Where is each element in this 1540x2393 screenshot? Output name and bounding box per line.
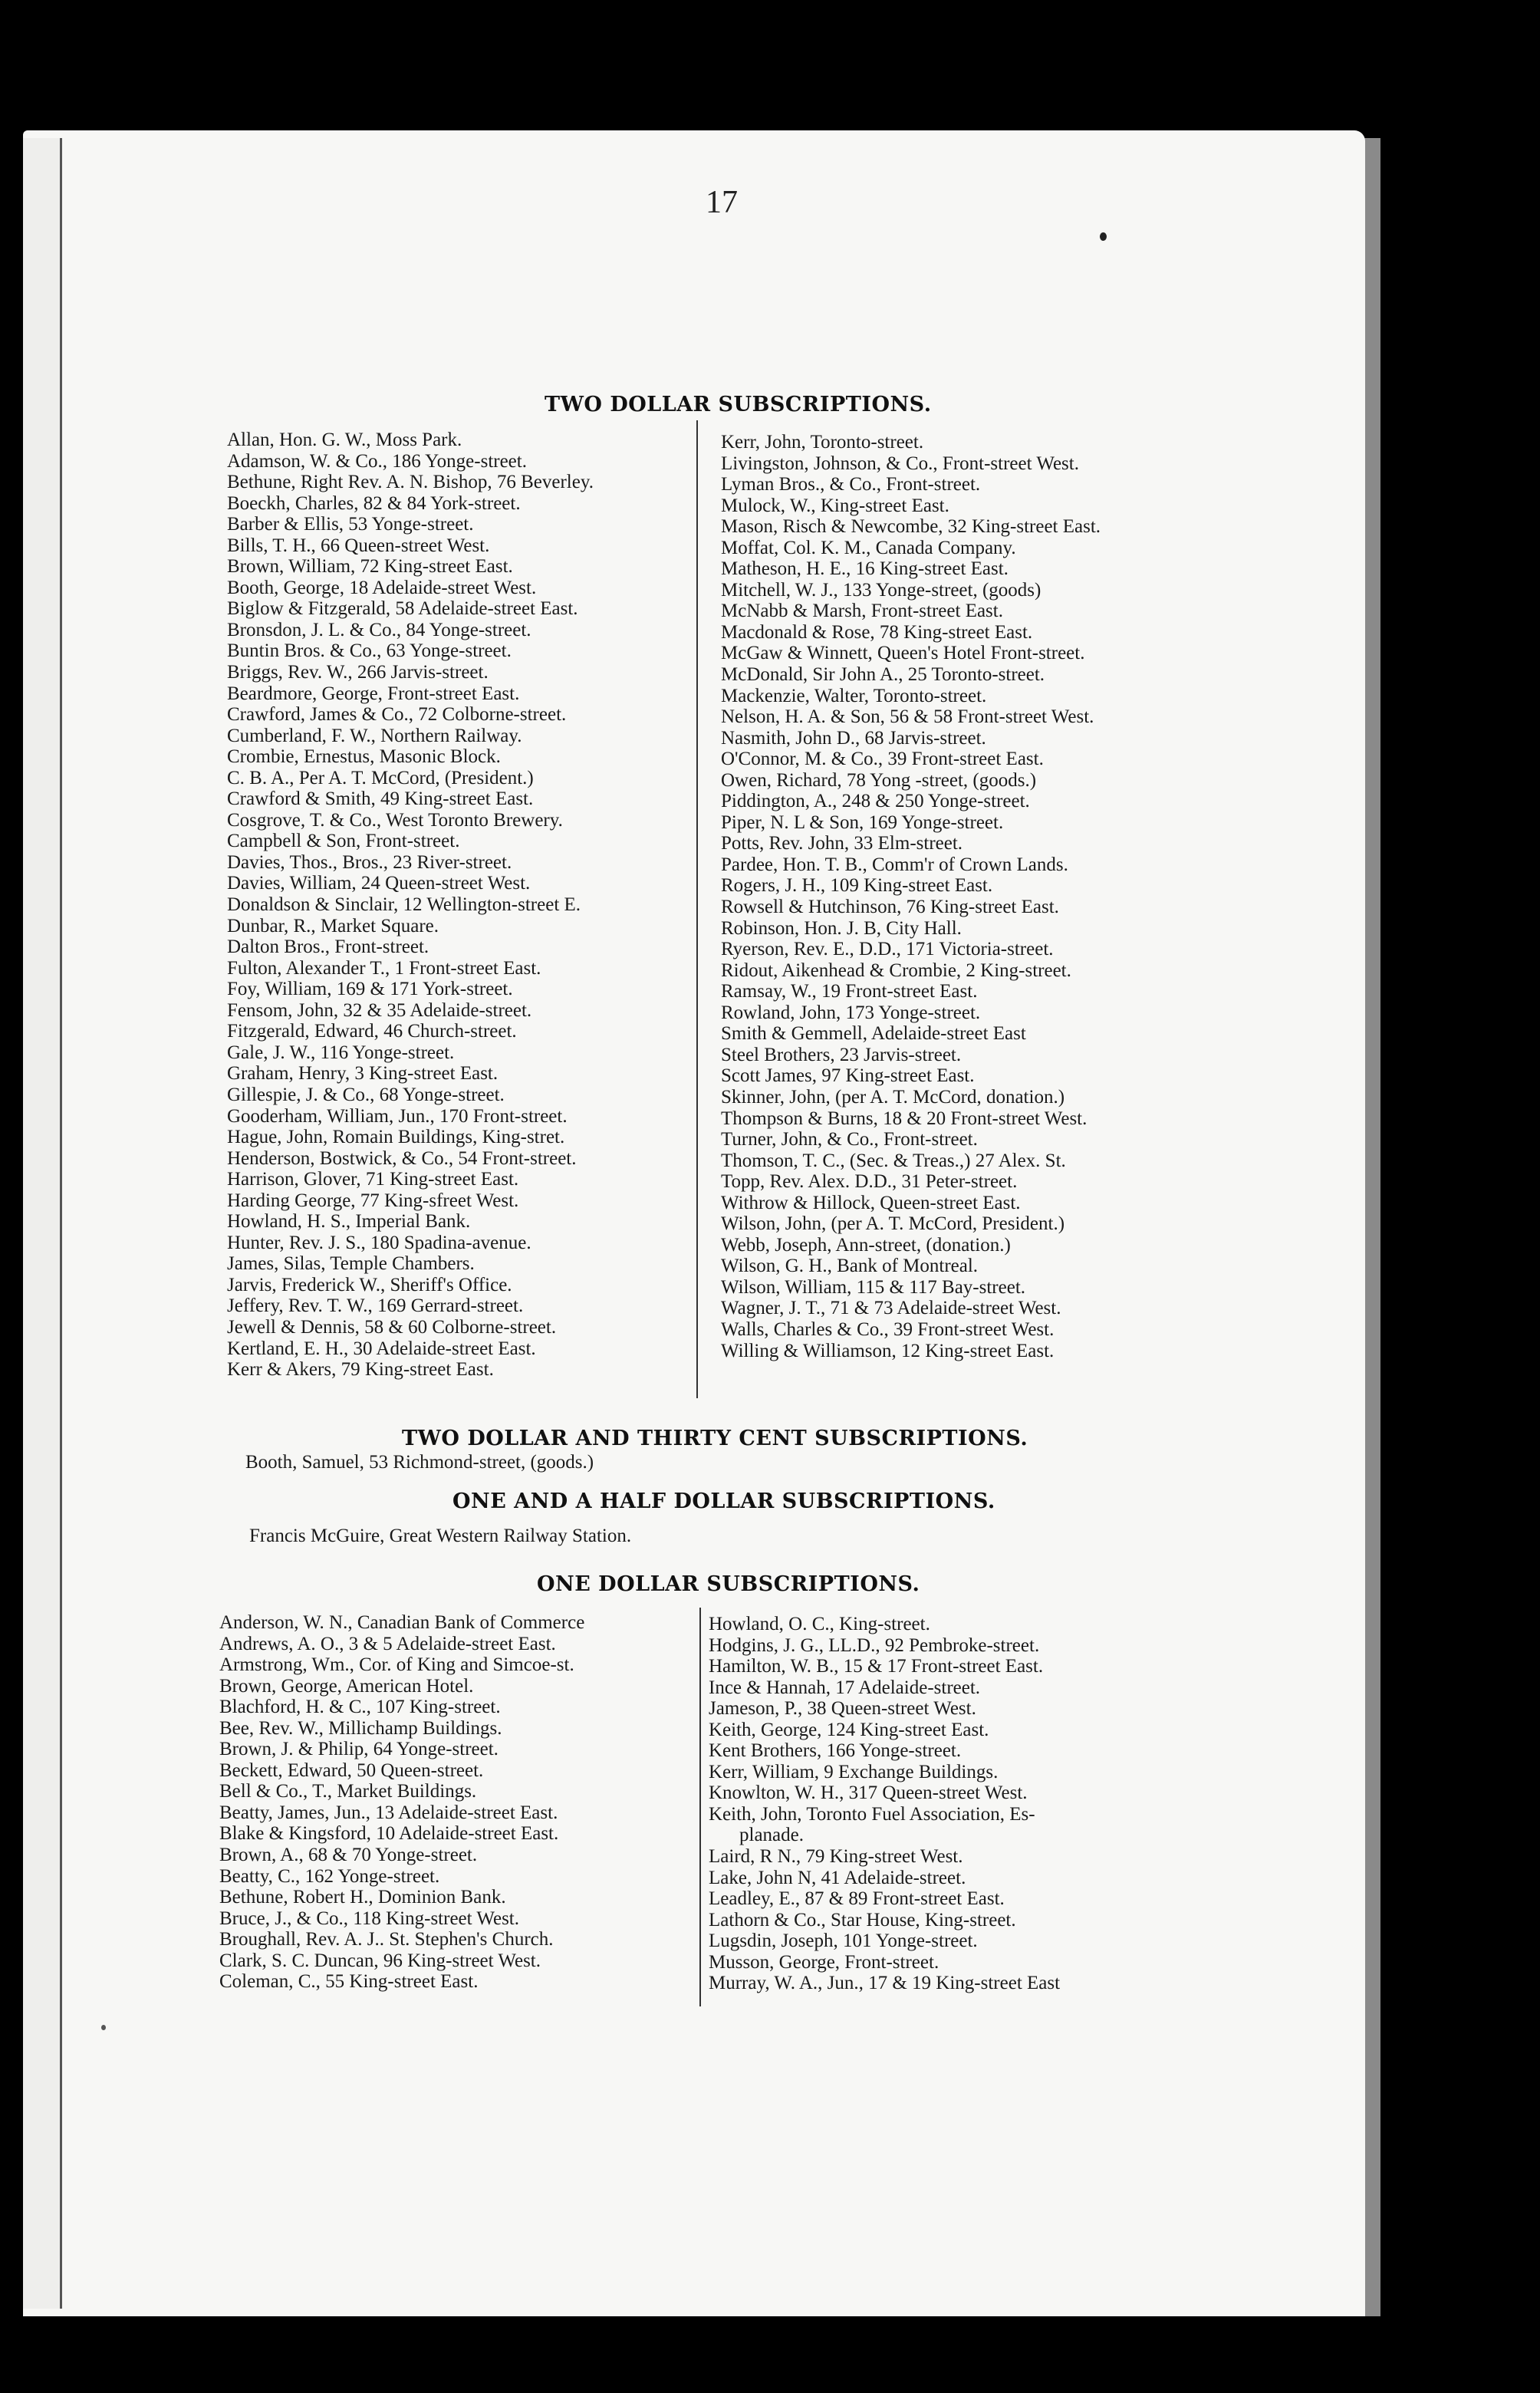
subscriber-entry: Briggs, Rev. W., 266 Jarvis-street.	[227, 662, 489, 683]
subscriber-entry: Bruce, J., & Co., 118 King-street West.	[219, 1907, 519, 1929]
subscription-entry: Francis McGuire, Great Western Railway Station.	[249, 1526, 632, 1546]
subscriber-entry: planade.	[739, 1825, 804, 1846]
subscriber-entry: Graham, Henry, 3 King-street East.	[227, 1063, 499, 1085]
subscriber-entry: Dalton Bros., Front-street.	[227, 936, 429, 958]
subscriber-entry: Withrow & Hillock, Queen-street East.	[721, 1192, 1021, 1213]
subscriber-entry: Crawford, James & Co., 72 Colborne-street.	[227, 704, 567, 726]
subscriber-entry: Campbell & Son, Front-street.	[227, 831, 460, 852]
section-heading-two-dollar: TWO DOLLAR SUBSCRIPTIONS.	[545, 393, 932, 416]
subscriber-entry: Thompson & Burns, 18 & 20 Front-street West.	[721, 1108, 1088, 1129]
subscriber-entry: Lake, John N, 41 Adelaide-street.	[709, 1867, 966, 1888]
subscriber-entry: Davies, William, 24 Queen-street West.	[227, 873, 531, 894]
subscriber-entry: McGaw & Winnett, Queen's Hotel Front-street.	[721, 643, 1085, 664]
subscriber-entry: Bell & Co., T., Market Buildings.	[219, 1781, 477, 1802]
subscriber-entry: Ramsay, W., 19 Front-street East.	[721, 981, 978, 1002]
subscriber-entry: Davies, Thos., Bros., 23 River-street.	[227, 851, 512, 873]
subscriber-entry: Buntin Bros. & Co., 63 Yonge-street.	[227, 640, 512, 662]
subscriber-entry: Barber & Ellis, 53 Yonge-street.	[227, 514, 474, 535]
subscriber-entry: Fensom, John, 32 & 35 Adelaide-street.	[227, 999, 532, 1021]
subscriber-entry: Brown, J. & Philip, 64 Yonge-street.	[219, 1739, 499, 1760]
column-divider	[699, 1608, 701, 2006]
column-divider	[696, 420, 698, 1398]
subscriber-entry: Lyman Bros., & Co., Front-street.	[721, 474, 981, 495]
subscriber-entry: Brown, A., 68 & 70 Yonge-street.	[219, 1845, 478, 1866]
subscriber-entry: Laird, R N., 79 King-street West.	[709, 1846, 963, 1868]
subscriber-entry: Gooderham, William, Jun., 170 Front-street.	[227, 1105, 568, 1127]
ink-speck	[1100, 232, 1107, 241]
subscriber-entry: Wilson, William, 115 & 117 Bay-street.	[721, 1276, 1026, 1298]
subscriber-entry: C. B. A., Per A. T. McCord, (President.)	[227, 767, 534, 788]
subscriber-entry: Henderson, Bostwick, & Co., 54 Front-street.	[227, 1147, 577, 1169]
subscriber-entry: Livingston, Johnson, & Co., Front-street West.	[721, 453, 1079, 474]
subscriber-entry: Hodgins, J. G., LL.D., 92 Pembroke-street.	[709, 1634, 1040, 1656]
subscriber-entry: Thomson, T. C., (Sec. & Treas.,) 27 Alex. St.	[721, 1150, 1066, 1171]
subscriber-entry: Ince & Hannah, 17 Adelaide-street.	[709, 1677, 981, 1698]
subscriber-entry: Brown, George, American Hotel.	[219, 1675, 474, 1697]
subscriber-entry: Dunbar, R., Market Square.	[227, 915, 439, 936]
subscriber-entry: Blake & Kingsford, 10 Adelaide-street East.	[219, 1823, 559, 1845]
subscriber-entry: Howland, O. C., King-street.	[709, 1614, 930, 1634]
subscriber-entry: Bethune, Robert H., Dominion Bank.	[219, 1887, 506, 1908]
one-dollar-left-column	[219, 1612, 584, 1993]
subscriber-entry: Hamilton, W. B., 15 & 17 Front-street East.	[709, 1656, 1044, 1677]
subscriber-entry: Moffat, Col. K. M., Canada Company.	[721, 537, 1016, 558]
ink-speck	[101, 2025, 106, 2030]
subscriber-entry: Clark, S. C. Duncan, 96 King-street West.	[219, 1950, 541, 1971]
subscriber-entry: Jeffery, Rev. T. W., 169 Gerrard-street.	[227, 1295, 524, 1317]
subscriber-entry: Knowlton, W. H., 317 Queen-street West.	[709, 1782, 1028, 1804]
section-heading-one-and-half: ONE AND A HALF DOLLAR SUBSCRIPTIONS.	[452, 1489, 995, 1513]
subscription-entry: Booth, Samuel, 53 Richmond-street, (goods.)	[245, 1452, 594, 1473]
subscriber-entry: Wagner, J. T., 71 & 73 Adelaide-street West.	[721, 1298, 1061, 1319]
subscriber-entry: Lathorn & Co., Star House, King-street.	[709, 1909, 1016, 1931]
subscriber-entry: Cumberland, F. W., Northern Railway.	[227, 725, 522, 746]
subscriber-entry: Kerr, John, Toronto-street.	[721, 432, 924, 453]
subscriber-entry: Gale, J. W., 116 Yonge-street.	[227, 1042, 455, 1063]
section-heading-two-dollar-thirty: TWO DOLLAR AND THIRTY CENT SUBSCRIPTIONS.	[402, 1427, 1028, 1450]
subscriber-entry: Donaldson & Sinclair, 12 Wellington-street E.	[227, 894, 581, 916]
subscriber-entry: Scott James, 97 King-street East.	[721, 1065, 975, 1087]
subscriber-entry: Mackenzie, Walter, Toronto-street.	[721, 685, 987, 706]
subscriber-entry: James, Silas, Temple Chambers.	[227, 1253, 475, 1275]
subscriber-entry: Walls, Charles & Co., 39 Front-street West.	[721, 1318, 1055, 1340]
subscriber-entry: Turner, John, & Co., Front-street.	[721, 1129, 978, 1150]
subscriber-entry: Ryerson, Rev. E., D.D., 171 Victoria-street.	[721, 939, 1054, 960]
subscriber-entry: Nelson, H. A. & Son, 56 & 58 Front-street West.	[721, 706, 1094, 728]
subscriber-entry: Beckett, Edward, 50 Queen-street.	[219, 1759, 484, 1781]
subscriber-entry: Anderson, W. N., Canadian Bank of Commerce	[219, 1612, 585, 1633]
subscriber-entry: Leadley, E., 87 & 89 Front-street East.	[709, 1888, 1005, 1910]
subscriber-entry: Topp, Rev. Alex. D.D., 31 Peter-street.	[721, 1171, 1018, 1193]
subscriber-entry: Howland, H. S., Imperial Bank.	[227, 1211, 471, 1233]
subscriber-entry: Willing & Williamson, 12 King-street East.	[721, 1340, 1055, 1361]
two-dollar-right-column	[721, 432, 1101, 1361]
subscriber-entry: Kent Brothers, 166 Yonge-street.	[709, 1740, 962, 1762]
subscriber-entry: Murray, W. A., Jun., 17 & 19 King-street East	[709, 1973, 1061, 1994]
subscriber-entry: Hunter, Rev. J. S., 180 Spadina-avenue.	[227, 1232, 531, 1253]
subscriber-entry: O'Connor, M. & Co., 39 Front-street East.	[721, 749, 1044, 770]
subscriber-entry: Owen, Richard, 78 Yong -street, (goods.)	[721, 769, 1037, 791]
subscriber-entry: Keith, George, 124 King-street East.	[709, 1719, 989, 1740]
subscriber-entry: Fulton, Alexander T., 1 Front-street East.	[227, 957, 541, 979]
subscriber-entry: Kerr & Akers, 79 King-street East.	[227, 1359, 494, 1381]
subscriber-entry: Harrison, Glover, 71 King-street East.	[227, 1169, 519, 1190]
subscriber-entry: Bronsdon, J. L. & Co., 84 Yonge-street.	[227, 619, 531, 640]
subscriber-entry: Bee, Rev. W., Millichamp Buildings.	[219, 1717, 502, 1739]
subscriber-entry: Piddington, A., 248 & 250 Yonge-street.	[721, 791, 1030, 812]
subscriber-entry: Keith, John, Toronto Fuel Association, Es-	[709, 1803, 1035, 1825]
subscriber-entry: Beardmore, George, Front-street East.	[227, 683, 520, 704]
subscriber-entry: Steel Brothers, 23 Jarvis-street.	[721, 1044, 962, 1065]
subscriber-entry: Jarvis, Frederick W., Sheriff's Office.	[227, 1274, 512, 1295]
subscriber-entry: Andrews, A. O., 3 & 5 Adelaide-street East.	[219, 1633, 556, 1654]
subscriber-entry: Musson, George, Front-street.	[709, 1951, 939, 1973]
subscriber-entry: Allan, Hon. G. W., Moss Park.	[227, 430, 462, 450]
one-dollar-right-column	[709, 1614, 1060, 1994]
subscriber-entry: Brown, William, 72 King-street East.	[227, 556, 513, 578]
subscriber-entry: Smith & Gemmell, Adelaide-street East	[721, 1023, 1026, 1045]
subscriber-entry: Foy, William, 169 & 171 York-street.	[227, 979, 513, 1000]
subscriber-entry: Mitchell, W. J., 133 Yonge-street, (goods)	[721, 579, 1041, 601]
subscriber-entry: Nasmith, John D., 68 Jarvis-street.	[721, 727, 986, 749]
subscriber-entry: Mulock, W., King-street East.	[721, 495, 949, 516]
subscriber-entry: Fitzgerald, Edward, 46 Church-street.	[227, 1021, 517, 1042]
two-dollar-left-column	[227, 430, 594, 1381]
subscriber-entry: Adamson, W. & Co., 186 Yonge-street.	[227, 450, 527, 472]
subscriber-entry: Jewell & Dennis, 58 & 60 Colborne-street.	[227, 1316, 557, 1338]
subscriber-entry: Piper, N. L & Son, 169 Yonge-street.	[721, 811, 1004, 833]
subscriber-entry: Kertland, E. H., 30 Adelaide-street East.	[227, 1338, 536, 1359]
subscriber-entry: Jameson, P., 38 Queen-street West.	[709, 1698, 976, 1720]
section-heading-one-dollar: ONE DOLLAR SUBSCRIPTIONS.	[537, 1572, 920, 1596]
subscriber-entry: Rogers, J. H., 109 King-street East.	[721, 875, 993, 897]
subscriber-entry: Robinson, Hon. J. B, City Hall.	[721, 917, 962, 939]
subscriber-entry: McNabb & Marsh, Front-street East.	[721, 601, 1003, 622]
subscriber-entry: Lugsdin, Joseph, 101 Yonge-street.	[709, 1931, 978, 1952]
subscriber-entry: Cosgrove, T. & Co., West Toronto Brewery.	[227, 809, 563, 831]
subscriber-entry: Webb, Joseph, Ann-street, (donation.)	[721, 1234, 1011, 1256]
subscriber-entry: Armstrong, Wm., Cor. of King and Simcoe-st.	[219, 1654, 574, 1676]
subscriber-entry: Crawford & Smith, 49 King-street East.	[227, 788, 534, 810]
subscriber-entry: Booth, George, 18 Adelaide-street West.	[227, 577, 537, 598]
subscriber-entry: Biglow & Fitzgerald, 58 Adelaide-street East.	[227, 598, 578, 620]
subscriber-entry: Hague, John, Romain Buildings, King-stret.	[227, 1127, 565, 1148]
subscriber-entry: Rowsell & Hutchinson, 76 King-street East.	[721, 897, 1059, 918]
subscriber-entry: Boeckh, Charles, 82 & 84 York-street.	[227, 492, 521, 514]
subscriber-entry: Kerr, William, 9 Exchange Buildings.	[709, 1761, 999, 1782]
subscriber-entry: Bills, T. H., 66 Queen-street West.	[227, 535, 490, 556]
subscriber-entry: Crombie, Ernestus, Masonic Block.	[227, 746, 501, 768]
page-number: 17	[706, 185, 738, 220]
subscriber-entry: Harding George, 77 King-sfreet West.	[227, 1190, 519, 1211]
subscriber-entry: Blachford, H. & C., 107 King-street.	[219, 1697, 501, 1718]
subscriber-entry: Broughall, Rev. A. J.. St. Stephen's Church.	[219, 1929, 554, 1950]
subscriber-entry: Gillespie, J. & Co., 68 Yonge-street.	[227, 1084, 505, 1105]
subscriber-entry: Skinner, John, (per A. T. McCord, donation.)	[721, 1086, 1065, 1108]
subscriber-entry: Coleman, C., 55 King-street East.	[219, 1971, 479, 1993]
subscriber-entry: Matheson, H. E., 16 King-street East.	[721, 558, 1009, 580]
page-binding-edge	[23, 138, 62, 2309]
subscriber-entry: Ridout, Aikenhead & Crombie, 2 King-street.	[721, 960, 1071, 981]
subscriber-entry: Pardee, Hon. T. B., Comm'r of Crown Lands.	[721, 854, 1068, 875]
subscriber-entry: McDonald, Sir John A., 25 Toronto-street.	[721, 664, 1045, 686]
subscriber-entry: Bethune, Right Rev. A. N. Bishop, 76 Beverley.	[227, 472, 594, 493]
subscriber-entry: Potts, Rev. John, 33 Elm-street.	[721, 833, 963, 854]
subscriber-entry: Mason, Risch & Newcombe, 32 King-street East.	[721, 516, 1101, 538]
subscriber-entry: Rowland, John, 173 Yonge-street.	[721, 1002, 981, 1023]
subscriber-entry: Wilson, G. H., Bank of Montreal.	[721, 1256, 979, 1277]
subscriber-entry: Beatty, C., 162 Yonge-street.	[219, 1865, 440, 1887]
subscriber-entry: Macdonald & Rose, 78 King-street East.	[721, 621, 1033, 643]
subscriber-entry: Wilson, John, (per A. T. McCord, President.)	[721, 1213, 1065, 1235]
subscriber-entry: Beatty, James, Jun., 13 Adelaide-street East.	[219, 1802, 558, 1823]
